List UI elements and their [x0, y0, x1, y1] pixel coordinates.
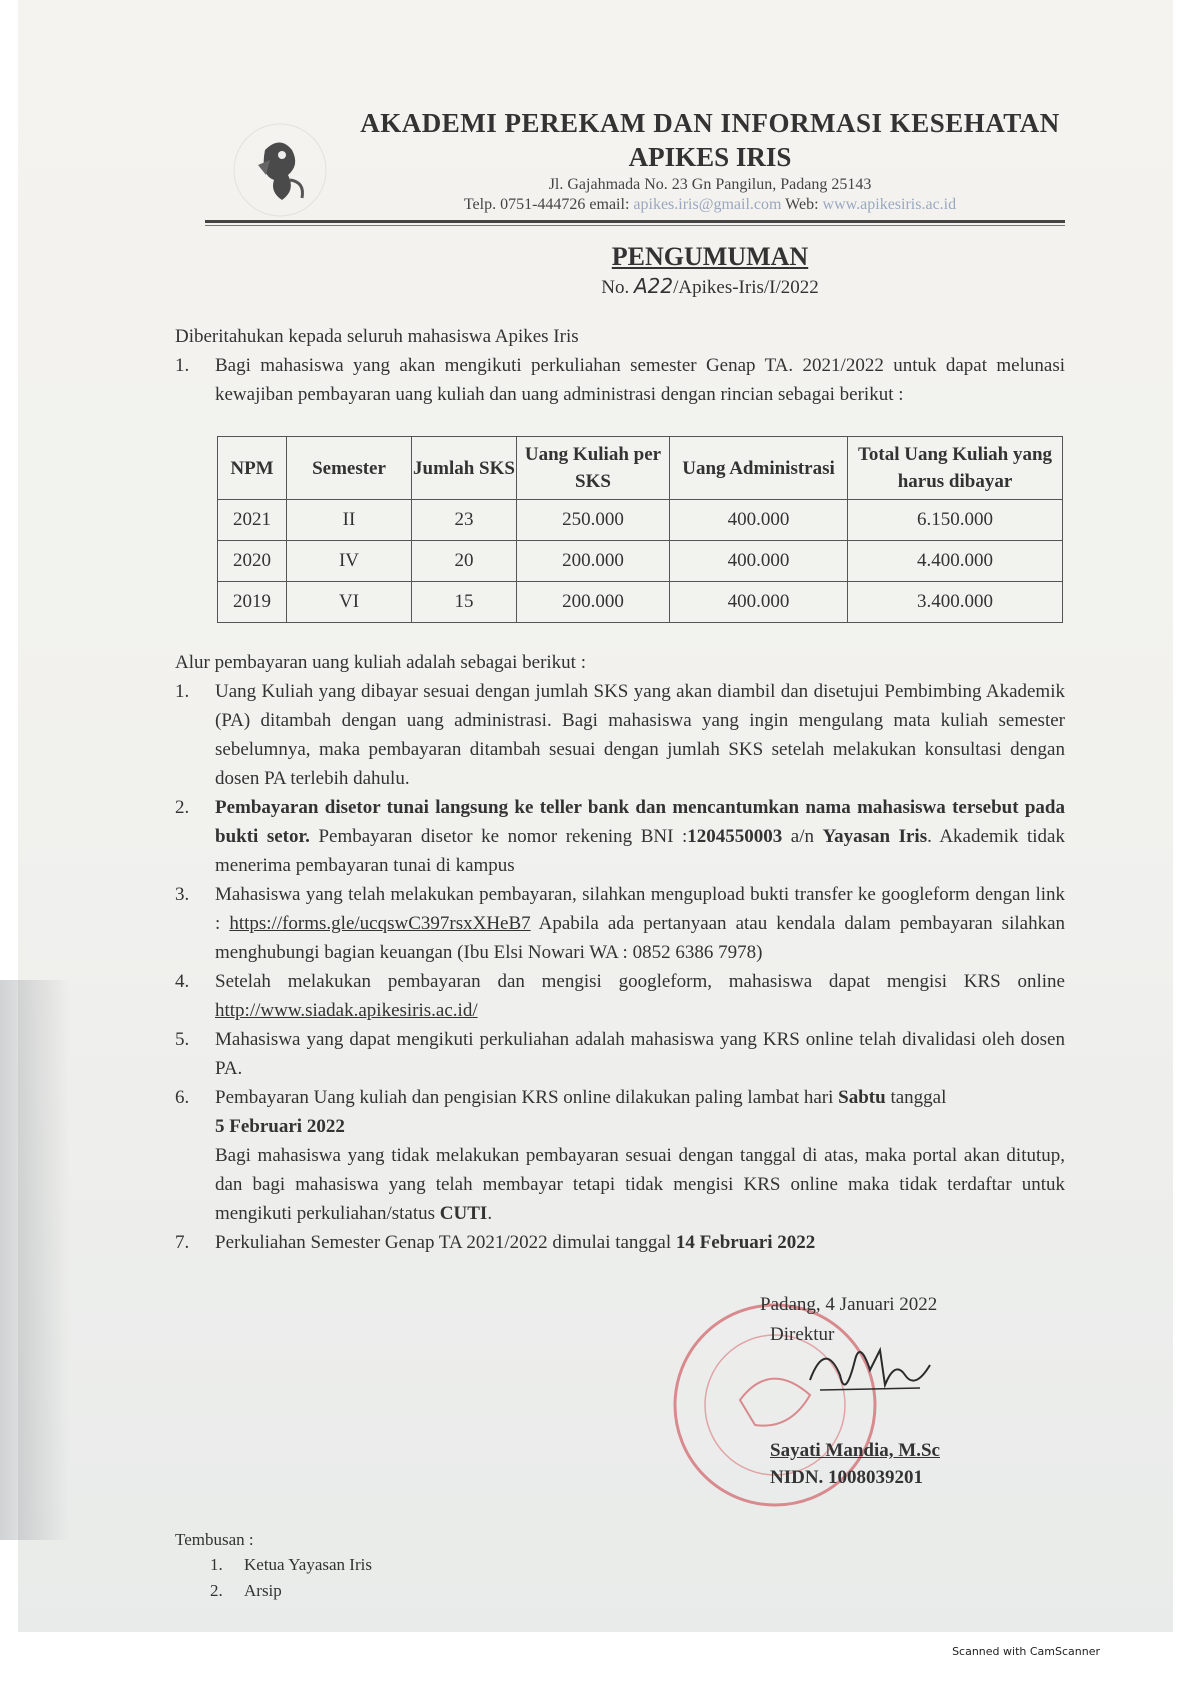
- institution-logo-icon: [230, 120, 330, 220]
- place-date: Padang, 4 Januari 2022: [760, 1294, 938, 1315]
- flow-item-span: Pembayaran Uang kuliah dan pengisian KRS online dilakukan paling lambat hari: [215, 1087, 839, 1108]
- signer-name: Sayati Mandia, M.Sc: [770, 1440, 940, 1461]
- cell-sks: 15: [412, 582, 517, 623]
- cell-total: 6.150.000: [848, 500, 1063, 541]
- scanner-watermark: Scanned with CamScanner: [952, 1645, 1100, 1658]
- table-row: [218, 582, 1063, 623]
- col-semester: Semester: [287, 437, 412, 500]
- flow-item-span: tanggal: [885, 1087, 947, 1108]
- deadline-day: Sabtu: [838, 1087, 886, 1108]
- flow-item-span: Apabila ada pertanyaan atau kendala dalam pembayaran silahkan menghubungi bagian keuangan (Ibu Elsi Nowari WA : 0852 6386 7978): [215, 913, 1065, 963]
- flow-item-2: [175, 793, 1065, 880]
- table-header-row: [218, 437, 1063, 500]
- cell-per-sks: 200.000: [517, 541, 670, 582]
- account-holder: Yayasan Iris: [822, 826, 928, 847]
- cell-semester: IV: [287, 541, 412, 582]
- address: Jl. Gajahmada No. 23 Gn Pangilun, Padang 25143: [548, 176, 872, 193]
- list-item-number: 1.: [210, 1555, 223, 1574]
- tembusan-label: Tembusan :: [175, 1530, 254, 1549]
- cell-sks: 23: [412, 500, 517, 541]
- intro-text: Diberitahukan kepada seluruh mahasiswa Apikes Iris: [175, 326, 579, 347]
- flow-item-bold: Pembayaran disetor tunai langsung ke teller bank dan mencantumkan nama mahasiswa tersebut pada bukti setor.: [215, 797, 1065, 847]
- flow-item-span: Setelah melakukan pembayaran dan mengisi googleform, mahasiswa dapat mengisi KRS online: [215, 971, 1065, 992]
- flow-item-span: a/n: [782, 826, 823, 847]
- institution-name: AKADEMI PEREKAM DAN INFORMASI KESEHATAN: [360, 108, 1060, 138]
- krs-online-link[interactable]: http://www.siadak.apikesiris.ac.id/: [215, 1000, 478, 1021]
- flow-item-number: 1.: [175, 681, 190, 702]
- flow-item-text: [215, 1083, 1065, 1228]
- announcement-title: PENGUMUMAN: [611, 242, 809, 271]
- list-item-number: 2.: [210, 1581, 223, 1600]
- web-link[interactable]: www.apikesiris.ac.id: [822, 196, 957, 213]
- letterhead-rule-thin: [205, 225, 1065, 226]
- cell-per-sks: 250.000: [517, 500, 670, 541]
- account-number: 1204550003: [687, 826, 783, 847]
- flow-item-span: Mahasiswa yang telah melakukan pembayaran, silahkan mengupload bukti transfer ke googleform dengan link :: [215, 884, 1065, 934]
- flow-item-text: [215, 793, 1065, 880]
- flow-item-number: 7.: [175, 1232, 190, 1253]
- cell-npm: 2019: [218, 582, 287, 623]
- number-handwritten: A22: [633, 274, 674, 298]
- institution-short-name: APIKES IRIS: [628, 142, 792, 172]
- signer-role: Direktur: [770, 1324, 835, 1345]
- flow-item-7: [175, 1228, 1065, 1257]
- announcement-number: [350, 274, 1070, 299]
- flow-item-3: [175, 880, 1065, 967]
- number-prefix: No.: [601, 277, 634, 298]
- deadline-date: 5 Februari 2022: [215, 1116, 345, 1137]
- flow-item-number: 2.: [175, 797, 190, 818]
- flow-item-span: Bagi mahasiswa yang tidak melakukan pembayaran sesuai dengan tanggal di atas, maka portal akan ditutup, dan bagi mahasiswa yang telah membayar tetapi tidak mengisi KRS online maka tidak terdaftar untuk mengikuti perkuliahan/status: [215, 1145, 1065, 1224]
- flow-item-5: [175, 1025, 1065, 1083]
- flow-item-number: 4.: [175, 971, 190, 992]
- cell-admin: 400.000: [670, 500, 848, 541]
- col-npm: NPM: [218, 437, 287, 500]
- flow-item-text: Uang Kuliah yang dibayar sesuai dengan jumlah SKS yang akan diambil dan disetujui Pembimbing Akademik (PA) ditambah dengan uang administrasi. Bagi mahasiswa yang ingin mengulang mata kuliah semester sebelumnya, maka pembayaran ditambah sesuai dengan jumlah SKS setelah melakukan konsultasi dengan dosen PA terlebih dahulu.: [215, 681, 1065, 789]
- table-row: [218, 500, 1063, 541]
- flow-item-6: [175, 1083, 1065, 1228]
- number-suffix: /Apikes-Iris/I/2022: [673, 277, 819, 298]
- flow-heading: Alur pembayaran uang kuliah adalah sebagai berikut :: [175, 652, 586, 673]
- letterhead-rule-thick: [205, 220, 1065, 223]
- telp-label: Telp. 0751-444726 email:: [463, 196, 634, 213]
- flow-item-number: 6.: [175, 1087, 190, 1108]
- point-1: [175, 351, 1065, 409]
- fee-table: [217, 436, 1063, 623]
- status-cuti: CUTI: [439, 1203, 488, 1224]
- signer-nidn: NIDN. 1008039201: [770, 1467, 924, 1488]
- flow-item-number: 3.: [175, 884, 190, 905]
- flow-list: [175, 677, 1065, 1257]
- signature-block: [700, 1290, 1020, 1350]
- cell-sks: 20: [412, 541, 517, 582]
- list-item-text: Ketua Yayasan Iris: [244, 1555, 372, 1574]
- cell-semester: II: [287, 500, 412, 541]
- email-link[interactable]: apikes.iris@gmail.com: [633, 196, 782, 213]
- point-1-text: Bagi mahasiswa yang akan mengikuti perkuliahan semester Genap TA. 2021/2022 untuk dapat melunasi kewajiban pembayaran uang kuliah dan uang administrasi dengan rincian sebagai berikut :: [215, 355, 1065, 405]
- flow-item-span: .: [487, 1203, 493, 1224]
- list-item: [210, 1578, 372, 1604]
- col-sks: Jumlah SKS: [412, 437, 517, 500]
- col-total: Total Uang Kuliah yang harus dibayar: [848, 437, 1063, 500]
- flow-item-number: 5.: [175, 1029, 190, 1050]
- flow-item-1: [175, 677, 1065, 793]
- flow-item-text: [215, 1228, 1065, 1257]
- cell-semester: VI: [287, 582, 412, 623]
- col-admin: Uang Administrasi: [670, 437, 848, 500]
- cell-per-sks: 200.000: [517, 582, 670, 623]
- flow-item-span: Perkuliahan Semester Genap TA 2021/2022 dimulai tanggal: [215, 1232, 676, 1253]
- cell-total: 3.400.000: [848, 582, 1063, 623]
- scan-shadow: [0, 980, 70, 1540]
- flow-item-text: [215, 967, 1065, 1025]
- list-item: [210, 1552, 372, 1578]
- cell-admin: 400.000: [670, 541, 848, 582]
- flow-item-span: Pembayaran disetor ke nomor rekening BNI :: [309, 826, 688, 847]
- flow-item-span: . Akademik tidak menerima pembayaran tunai di kampus: [215, 826, 1065, 876]
- start-date: 14 Februari 2022: [675, 1232, 816, 1253]
- googleform-link[interactable]: https://forms.gle/ucqswC397rsxXHeB7: [229, 913, 531, 934]
- cell-npm: 2020: [218, 541, 287, 582]
- flow-item-text: [215, 880, 1065, 967]
- cell-total: 4.400.000: [848, 541, 1063, 582]
- point-1-number: 1.: [175, 355, 190, 376]
- cell-npm: 2021: [218, 500, 287, 541]
- cell-admin: 400.000: [670, 582, 848, 623]
- contact-line: [350, 196, 1070, 214]
- list-item-text: Arsip: [244, 1581, 282, 1600]
- flow-item-4: [175, 967, 1065, 1025]
- table-row: [218, 541, 1063, 582]
- col-per-sks: Uang Kuliah per SKS: [517, 437, 670, 500]
- web-label: Web:: [781, 196, 823, 213]
- tembusan-list: [210, 1552, 372, 1604]
- flow-item-text: Mahasiswa yang dapat mengikuti perkuliahan adalah mahasiswa yang KRS online telah divalidasi oleh dosen PA.: [215, 1029, 1065, 1079]
